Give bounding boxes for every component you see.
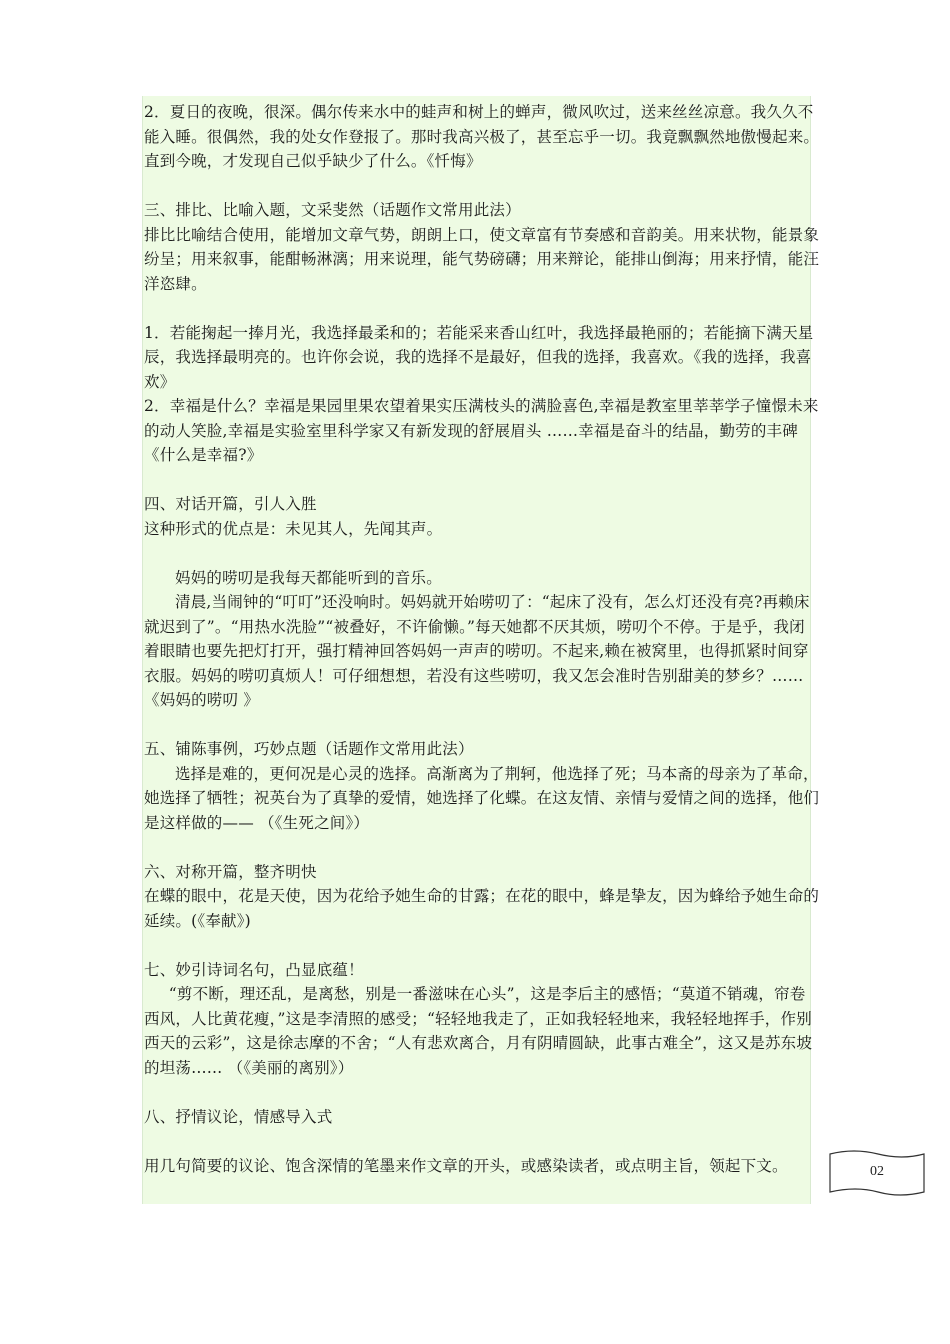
blank-line — [144, 174, 820, 199]
section-7-heading: 七、妙引诗词名句，凸显底蕴！ — [144, 960, 364, 979]
blank-line — [144, 835, 820, 860]
blank-line — [144, 933, 820, 958]
section-6-example: 在蝶的眼中，花是天使，因为花给予她生命的甘露；在花的眼中，蜂是挚友，因为蜂给予她生命的延续。(《奉献》) — [144, 887, 820, 930]
example-2-paragraph: 2．夏日的夜晚，很深。偶尔传来水中的蛙声和树上的蝉声，微风吹过，送来丝丝凉意。我久久不能入睡。很偶然，我的处女作登报了。那时我高兴极了，甚至忘乎一切。我竟飘飘然地傲慢起来。直到今晚，才发现自己似乎缺少了什么。《忏悔》 — [144, 103, 820, 170]
section-3-example-2: 2．幸福是什么？幸福是果园里果农望着果实压满枝头的满脸喜色,幸福是教室里莘莘学子憧憬未来的动人笑脸,幸福是实验室里科学家又有新发现的舒展眉头 ……幸福是奋斗的结晶，勤劳的丰碑《什么是幸福?》 — [144, 397, 819, 464]
section-8-description: 用几句简要的议论、饱含深情的笔墨来作文章的开头，或感染读者，或点明主旨，领起下文。 — [144, 1156, 788, 1175]
blank-line — [144, 468, 820, 493]
section-3-example-1: 1．若能掬起一捧月光，我选择最柔和的；若能采来香山红叶，我选择最艳丽的；若能摘下满天星辰，我选择最明亮的。也许你会说，我的选择不是最好，但我的选择，我喜欢。《我的选择，我喜欢》 — [144, 323, 814, 391]
section-4-example-line-1: 妈妈的唠叨是我每天都能听到的音乐。 — [175, 568, 442, 587]
page-number: 02 — [870, 1164, 884, 1179]
blank-line — [144, 296, 820, 321]
blank-line — [144, 1080, 820, 1105]
blank-line — [144, 541, 820, 566]
section-8-heading: 八、抒情议论，情感导入式 — [144, 1107, 333, 1126]
blank-line — [144, 1129, 820, 1154]
section-7-example: “剪不断，理还乱，是离愁，别是一番滋味在心头”，这是李后主的感悟；“莫道不销魂，帘卷西风，人比黄花瘦，”这是李清照的感受；“轻轻地我走了，正如我轻轻地来，我轻轻地挥手，作别西天的云彩”，这是徐志摩的不舍；“人有悲欢离合，月有阴晴圆缺，此事古难全”，这又是苏东坡的坦荡…… （《美丽的离别》） — [144, 985, 813, 1077]
section-4-description: 这种形式的优点是：未见其人，先闻其声。 — [144, 519, 443, 538]
section-3-heading: 三、排比、比喻入题，文采斐然（话题作文常用此法） — [144, 201, 521, 219]
page-number-badge — [828, 1148, 926, 1198]
section-4-example-body: 清晨,当闹钟的“叮叮”还没响时。妈妈就开始唠叨了：“起床了没有，怎么灯还没有亮?再赖床就迟到了”。“用热水洗脸”“被叠好，不许偷懒。”每天她都不厌其烦，唠叨个不停。于是乎，我闭着眼睛也要先把灯打开，强打精神回答妈妈一声声的唠叨。不起来,赖在被窝里，也得抓紧时间穿衣服。妈妈的唠叨真烦人！可仔细想想，若没有这些唠叨，我又怎会准时告别甜美的梦乡？……《妈妈的唠叨 》 — [144, 593, 810, 709]
section-5-heading: 五、铺陈事例，巧妙点题（话题作文常用此法） — [144, 740, 474, 758]
blank-line — [144, 713, 820, 738]
section-6-heading: 六、对称开篇，整齐明快 — [144, 862, 317, 881]
section-5-example: 选择是难的，更何况是心灵的选择。高渐离为了荆轲，他选择了死；马本斋的母亲为了革命，她选择了牺牲；祝英台为了真挚的爱情，她选择了化蝶。在这友情、亲情与爱情之间的选择，他们是这样做的—— （《生死之间》） — [144, 764, 820, 832]
section-4-heading: 四、对话开篇，引人入胜 — [144, 495, 317, 513]
document-body — [144, 100, 820, 1178]
section-3-description: 排比比喻结合使用，能增加文章气势，朗朗上口，使文章富有节奏感和音韵美。用来状物，能景象纷呈；用来叙事，能酣畅淋漓；用来说理，能气势磅礴；用来辩论，能排山倒海；用来抒情，能汪洋恣肆。 — [144, 225, 820, 293]
